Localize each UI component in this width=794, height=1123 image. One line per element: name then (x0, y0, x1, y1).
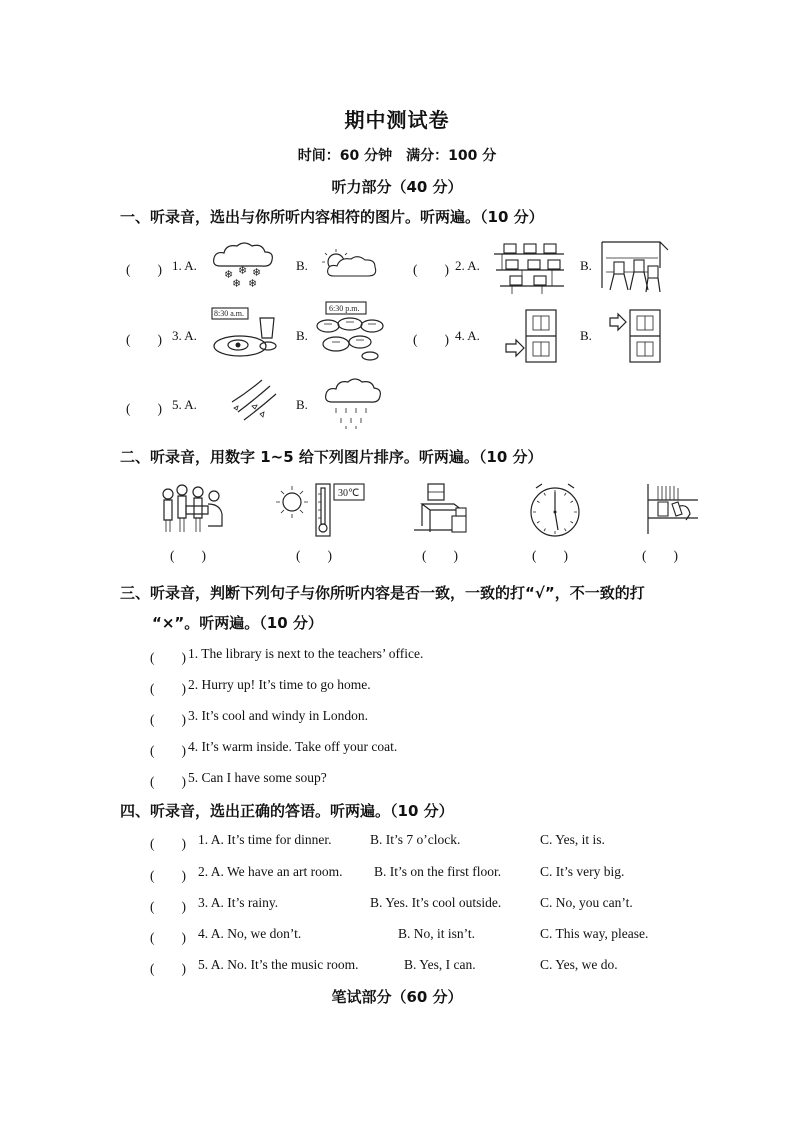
answer-blank[interactable]: ( ) (150, 899, 186, 914)
option-b-label: B. (580, 258, 592, 273)
library-desk-icon (412, 480, 472, 538)
option-b-label: B. (580, 328, 592, 343)
answer-blank[interactable]: ( ) (150, 774, 186, 789)
option-c: C. Yes, we do. (540, 957, 618, 972)
clock-icon (526, 478, 584, 540)
svg-text:❄: ❄ (238, 265, 248, 277)
exam-info: 时间：60 分钟 满分：100 分 (297, 148, 497, 164)
listening-part-heading: 听力部分（40 分） (331, 178, 463, 196)
option-c: C. No, you can’t. (540, 895, 633, 910)
answer-blank[interactable]: ( ) (422, 548, 458, 563)
svg-text:❄: ❄ (248, 278, 258, 290)
answer-blank[interactable]: ( ) (150, 961, 186, 976)
section3-heading-cont: “×”。听两遍。（10 分） (152, 614, 323, 632)
section4-heading: 四、听录音，选出正确的答语。听两遍。（10 分） (120, 802, 454, 820)
breakfast-time: 8:30 a.m. (214, 309, 244, 318)
bookshelf-icon (644, 480, 700, 538)
statement: 5. Can I have some soup? (188, 770, 327, 785)
breakfast-icon (208, 306, 282, 362)
page-title: 期中测试卷 (344, 108, 450, 132)
answer-blank[interactable]: ( ) (532, 548, 568, 563)
answer-blank[interactable]: ( ) (126, 332, 162, 347)
question-number: 2. A. (455, 258, 480, 273)
answer-blank[interactable]: ( ) (170, 548, 206, 563)
dinner-icon (314, 300, 386, 364)
computer-room-icon (492, 240, 566, 294)
answer-blank[interactable]: ( ) (296, 548, 332, 563)
svg-text:❄: ❄ (224, 269, 234, 281)
rain-cloud-icon (322, 376, 382, 430)
option-b-label: B. (296, 258, 308, 273)
section1-heading: 一、听录音，选出与你所听内容相符的图片。听两遍。（10 分） (120, 208, 544, 226)
option-a: 3. A. It’s rainy. (198, 895, 279, 910)
wind-icon (226, 376, 280, 426)
dinner-time: 6:30 p.m. (329, 304, 360, 313)
answer-blank[interactable]: ( ) (126, 401, 162, 416)
statement: 2. Hurry up! It’s time to go home. (188, 677, 371, 692)
building-first-floor-icon (500, 308, 560, 364)
students-reading-icon (158, 480, 228, 536)
question-number: 1. A. (172, 258, 197, 273)
section3-heading: 三、听录音，判断下列句子与你所听内容是否一致，一致的打“√”，不一致的打 (120, 584, 645, 602)
hot-weather-thermometer-icon (276, 480, 366, 540)
snow-cloud-icon (210, 240, 276, 288)
statement: 4. It’s warm inside. Take off your coat. (188, 739, 398, 754)
option-a: 5. A. No. It’s the music room. (198, 957, 359, 972)
answer-blank[interactable]: ( ) (413, 262, 449, 277)
option-b: B. It’s 7 o’clock. (370, 832, 461, 847)
option-a: 1. A. It’s time for dinner. (198, 832, 332, 847)
svg-text:❄: ❄ (232, 278, 242, 290)
question-number: 5. A. (172, 397, 197, 412)
option-b: B. Yes. It’s cool outside. (370, 895, 502, 910)
statement: 1. The library is next to the teachers’ office. (188, 646, 424, 661)
option-c: C. This way, please. (540, 926, 649, 941)
answer-blank[interactable]: ( ) (150, 650, 186, 665)
question-number: 3. A. (172, 328, 197, 343)
answer-blank[interactable]: ( ) (642, 548, 678, 563)
sun-cloud-icon (320, 248, 380, 280)
answer-blank[interactable]: ( ) (413, 332, 449, 347)
svg-text:❄: ❄ (252, 267, 262, 279)
option-b-label: B. (296, 397, 308, 412)
answer-blank[interactable]: ( ) (150, 836, 186, 851)
art-room-icon (600, 238, 670, 294)
option-b-label: B. (296, 328, 308, 343)
statement: 3. It’s cool and windy in London. (188, 708, 368, 723)
answer-blank[interactable]: ( ) (150, 743, 186, 758)
building-second-floor-icon (606, 308, 666, 364)
answer-blank[interactable]: ( ) (150, 868, 186, 883)
question-number: 4. A. (455, 328, 480, 343)
writing-part-heading: 笔试部分（60 分） (331, 988, 463, 1006)
temperature-label: 30℃ (338, 488, 360, 499)
option-a: 4. A. No, we don’t. (198, 926, 302, 941)
option-b: B. No, it isn’t. (398, 926, 476, 941)
option-c: C. It’s very big. (540, 864, 625, 879)
option-b: B. It’s on the first floor. (374, 864, 502, 879)
option-a: 2. A. We have an art room. (198, 864, 343, 879)
answer-blank[interactable]: ( ) (150, 930, 186, 945)
answer-blank[interactable]: ( ) (150, 712, 186, 727)
answer-blank[interactable]: ( ) (150, 681, 186, 696)
option-c: C. Yes, it is. (540, 832, 605, 847)
answer-blank[interactable]: ( ) (126, 262, 162, 277)
option-b: B. Yes, I can. (404, 957, 476, 972)
section2-heading: 二、听录音，用数字 1~5 给下列图片排序。听两遍。（10 分） (120, 448, 543, 466)
